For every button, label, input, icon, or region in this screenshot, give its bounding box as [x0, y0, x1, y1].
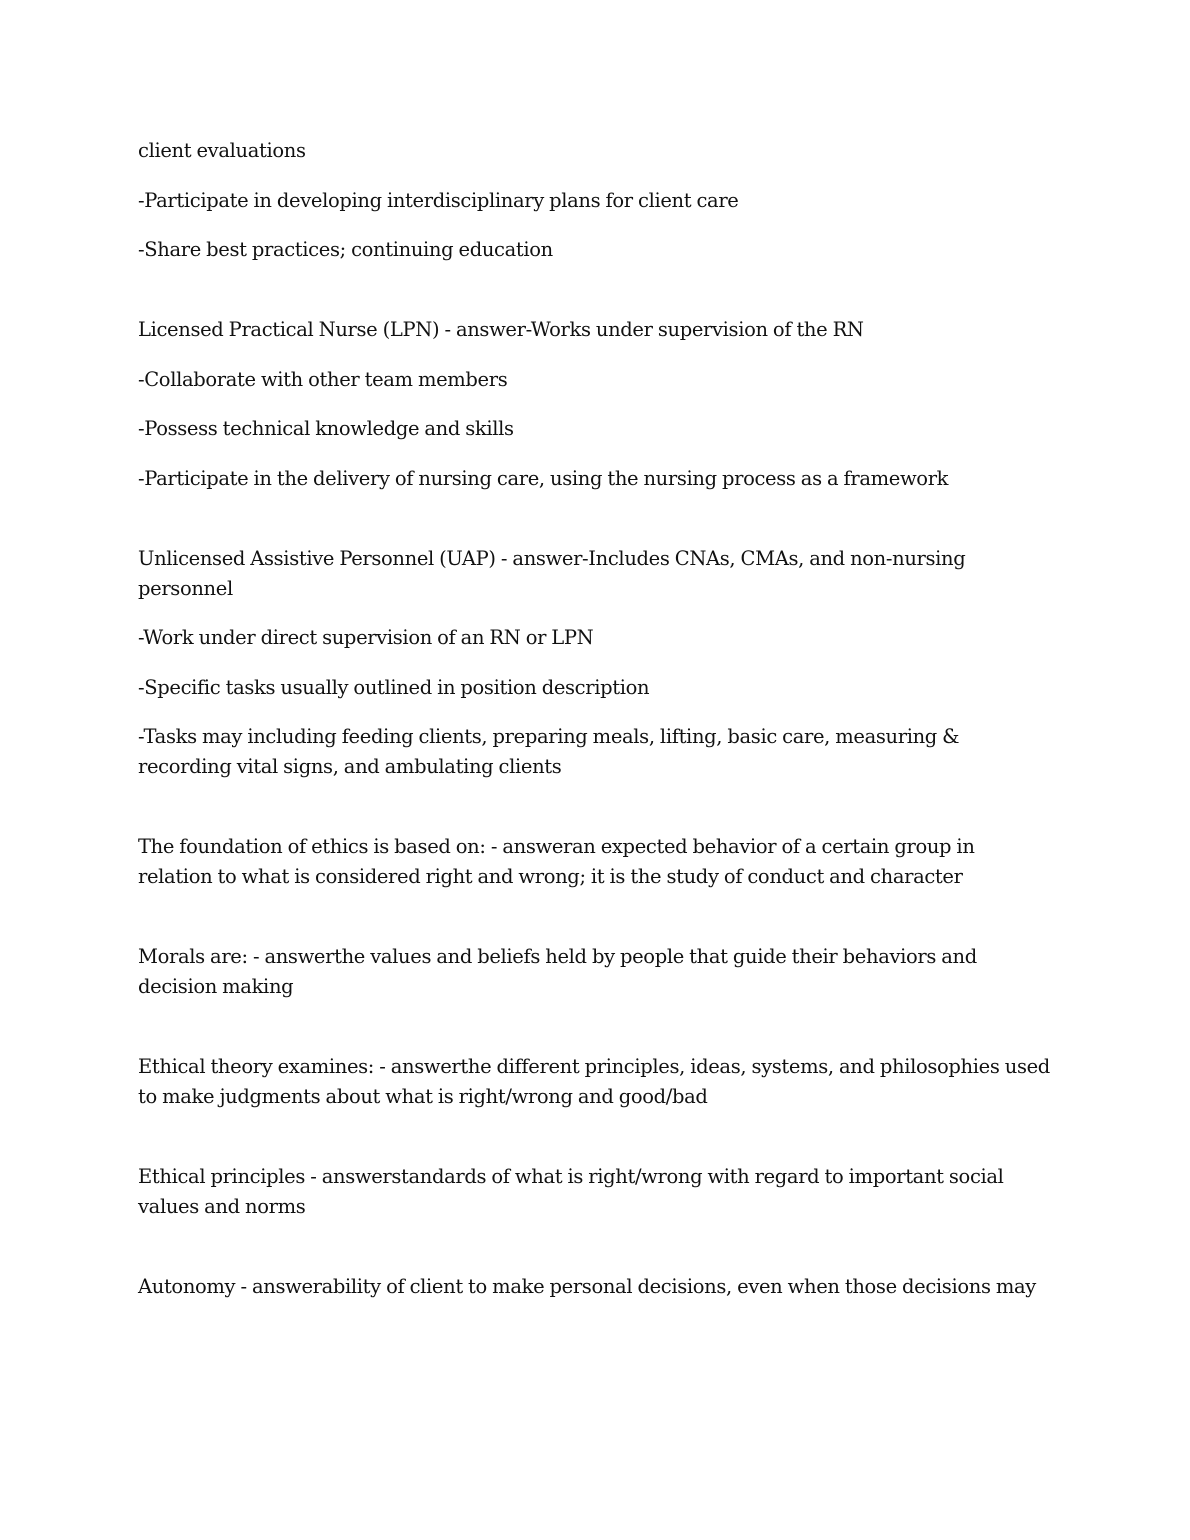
text-line: -Share best practices; continuing education: [138, 238, 553, 261]
text-line: Ethical theory examines: - answerthe different principles, ideas, systems, and philosophies used to make judgments about what is right/wrong and good/bad: [138, 1055, 1050, 1108]
lpn-block: [138, 315, 1053, 494]
text-line: -Work under direct supervision of an RN or LPN: [138, 626, 594, 649]
text-line: -Possess technical knowledge and skills: [138, 417, 514, 440]
text-line: -Specific tasks usually outlined in position description: [138, 675, 650, 699]
morals-block: [138, 942, 1053, 1002]
text-line: Licensed Practical Nurse (LPN) - answer-Works under supervision of the RN: [138, 318, 864, 341]
text-line: The foundation of ethics is based on: - answeran expected behavior of a certain group in relation to what is considered right and wrong; it is the study of conduct and character: [138, 835, 975, 888]
ethics-foundation-block: [138, 832, 1053, 892]
text-line: client evaluations: [138, 139, 306, 162]
text-line: Autonomy - answerability of client to make personal decisions, even when those decisions may: [138, 1275, 1036, 1298]
text-line: -Collaborate with other team members: [138, 367, 508, 391]
text-line: Morals are: - answerthe values and beliefs held by people that guide their behaviors and decision making: [138, 945, 977, 998]
ethical-theory-block: [138, 1052, 1053, 1112]
continuation-block: [138, 136, 1053, 265]
text-line: -Participate in developing interdisciplinary plans for client care: [138, 188, 739, 212]
text-line: -Participate in the delivery of nursing care, using the nursing process as a framework: [138, 466, 949, 490]
text-line: Ethical principles - answerstandards of what is right/wrong with regard to important social values and norms: [138, 1165, 1004, 1218]
text-line: Unlicensed Assistive Personnel (UAP) - answer-Includes CNAs, CMAs, and non-nursing personnel: [138, 546, 966, 600]
document-body: [138, 136, 1053, 1302]
uap-block: [138, 544, 1053, 783]
ethical-principles-block: [138, 1162, 1053, 1222]
text-line: -Tasks may including feeding clients, preparing meals, lifting, basic care, measuring & recording vital signs, and ambulating clients: [138, 725, 960, 778]
autonomy-block: [138, 1272, 1053, 1302]
